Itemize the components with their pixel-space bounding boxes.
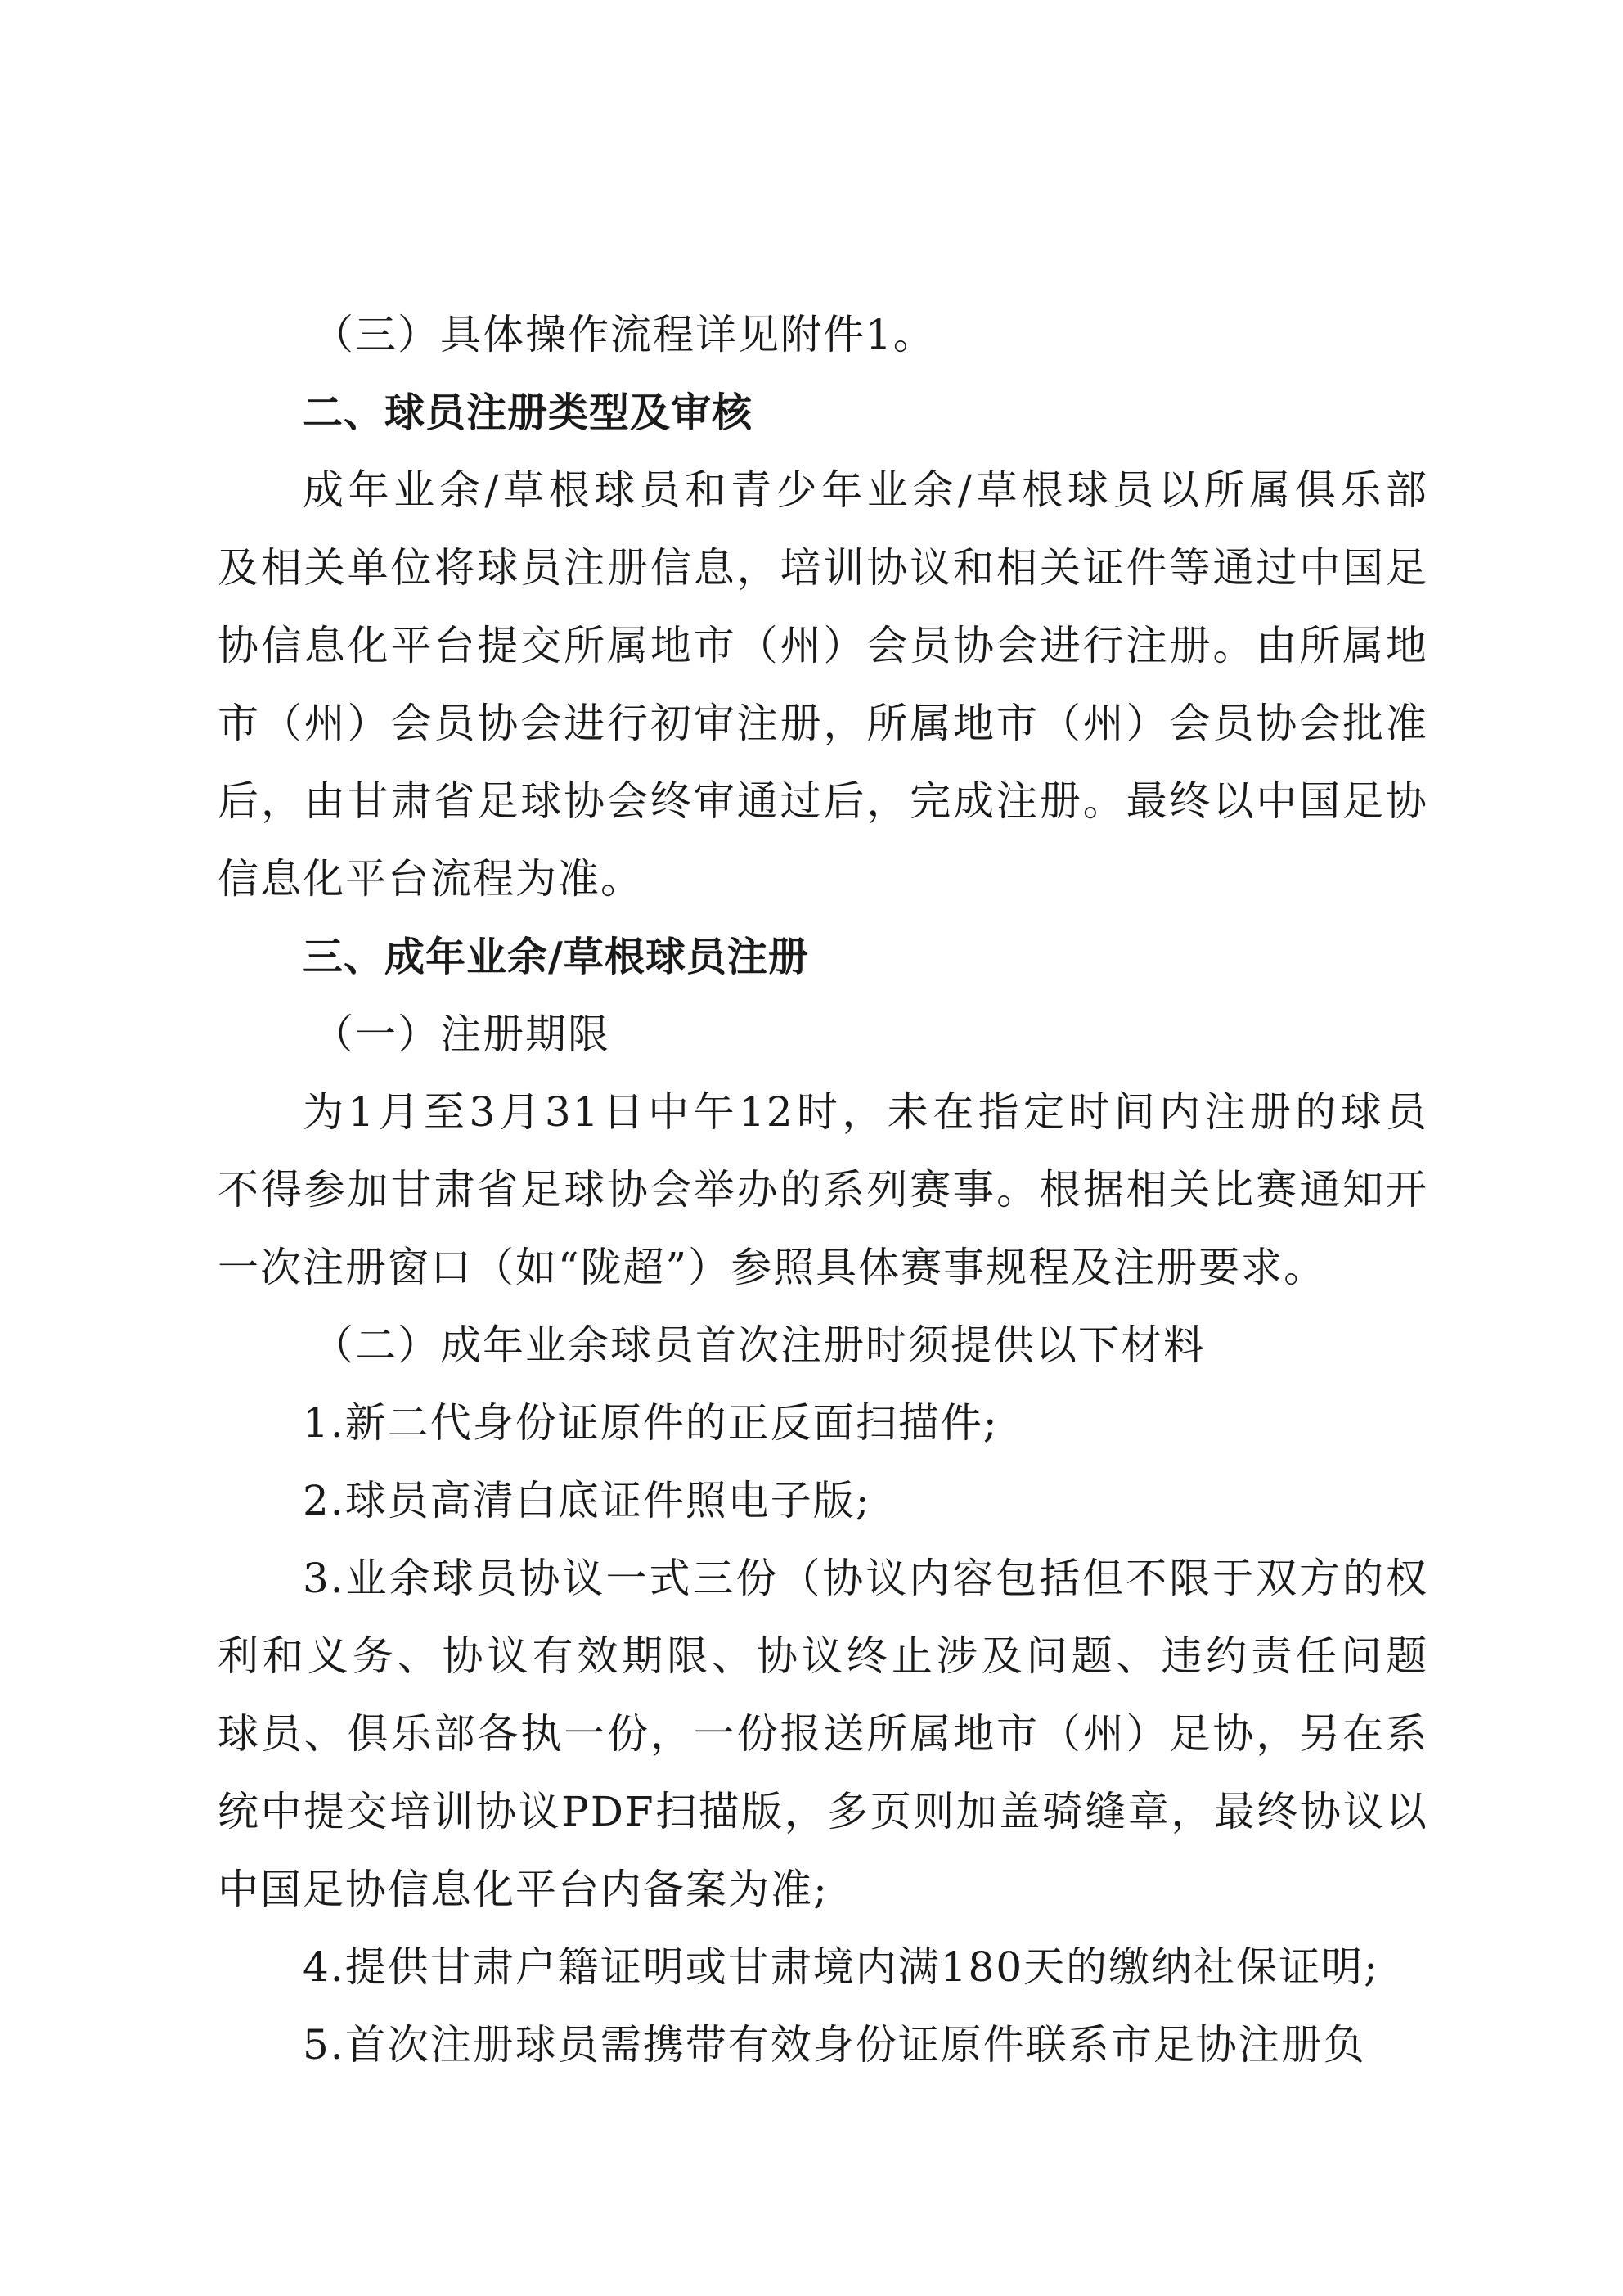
sub-heading-registration-period: （一）注册期限 <box>312 1011 610 1058</box>
paragraph-line: 协信息化平台提交所属地市（州）会员协会进行注册。由所属地 <box>218 622 1428 669</box>
list-item: 1.新二代身份证原件的正反面扫描件; <box>303 1399 999 1447</box>
list-item: 2.球员高清白底证件照电子版; <box>303 1477 871 1524</box>
list-item: 4.提供甘肃户籍证明或甘肃境内满180天的缴纳社保证明; <box>303 1943 1379 1991</box>
paragraph-line: 市（州）会员协会进行初审注册，所属地市（州）会员协会批准 <box>218 700 1428 747</box>
section-heading-3: 三、成年业余/草根球员注册 <box>303 934 809 980</box>
paragraph-line: 中国足协信息化平台内备案为准; <box>218 1866 829 1913</box>
list-item: 3.业余球员协议一式三份（协议内容包括但不限于双方的权 <box>303 1555 1428 1602</box>
paragraph-line: 球员、俱乐部各执一份，一份报送所属地市（州）足协，另在系 <box>218 1710 1428 1758</box>
document-body <box>218 296 1428 2084</box>
paragraph-line: 不得参加甘肃省足球协会举办的系列赛事。根据相关比赛通知开 <box>218 1166 1428 1213</box>
paragraph-line: 一次注册窗口（如“陇超”）参照具体赛事规程及注册要求。 <box>218 1244 1327 1291</box>
sub-heading-required-materials: （二）成年业余球员首次注册时须提供以下材料 <box>312 1321 1206 1369</box>
list-item: 5.首次注册球员需携带有效身份证原件联系市足协注册负 <box>303 2021 1366 2069</box>
section-heading-2: 二、球员注册类型及审核 <box>303 389 753 436</box>
paragraph-line: 为1月至3月31日中午12时，未在指定时间内注册的球员 <box>303 1088 1428 1136</box>
paragraph-line: 信息化平台流程为准。 <box>218 855 643 903</box>
paragraph-line: 利和义务、协议有效期限、协议终止涉及问题、违约责任问题 <box>218 1632 1428 1680</box>
paragraph-line: 及相关单位将球员注册信息，培训协议和相关证件等通过中国足 <box>218 544 1428 592</box>
sub-item-3-operation-flow: （三）具体操作流程详见附件1。 <box>312 311 936 358</box>
paragraph-line: 后，由甘肃省足球协会终审通过后，完成注册。最终以中国足协 <box>218 777 1428 825</box>
paragraph-line: 统中提交培训协议PDF扫描版，多页则加盖骑缝章，最终协议以 <box>218 1788 1428 1835</box>
paragraph-line: 成年业余/草根球员和青少年业余/草根球员以所属俱乐部 <box>303 466 1428 514</box>
